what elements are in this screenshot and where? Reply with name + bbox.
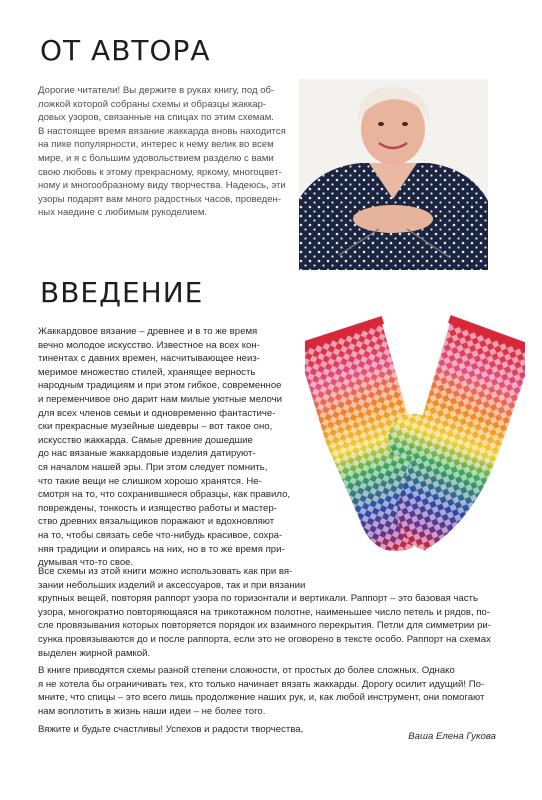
text-line: довых узоров, связанные на спицах по этим схемам. — [38, 112, 274, 124]
text-line: до нас вязаные жаккардовые изделия датируют- — [38, 448, 256, 460]
text-line: мните, что спицы – это всего лишь продолжение наших рук, и, как любой инструмент, они помогают — [38, 692, 485, 704]
text-line: повреждены, тонкость и изящество работы и мастер- — [38, 502, 277, 514]
text-line: ство древних вязальщиков поражают и вдохновляют — [38, 516, 275, 528]
text-line: вечно молодое искусство. Известное на всех кон- — [38, 339, 260, 351]
author-heading: ОТ АВТОРА — [40, 34, 211, 67]
author-signature: Ваша Елена Гукова — [408, 731, 496, 742]
text-line: крупных вещей, повторяя раппорт узора по горизонтали и вертикали. Раппорт – это базовая часть — [38, 593, 478, 605]
author-paragraph — [38, 84, 296, 220]
text-line: тинентах с давних времен, насчитывающее неиз- — [38, 353, 260, 365]
text-line: зании небольших изделий и аксессуаров, так и при вязании — [38, 579, 306, 591]
text-line: меримое множество стилей, хранящее верность — [38, 366, 256, 378]
text-line: выделен жирной рамкой. — [38, 647, 151, 659]
text-line: сле провязывания которых повторяется порядок их взаимного перекрытия. Петли для симметрии ри- — [38, 620, 491, 632]
text-line: Все схемы из этой книги можно использовать как при вя- — [38, 566, 293, 577]
mittens-illustration — [305, 308, 525, 576]
text-line: народным традициям и при этом гибкое, современное — [38, 380, 282, 392]
text-line: на то, чтобы связать себе что-нибудь красивое, сохра- — [38, 529, 283, 541]
intro-paragraph — [38, 325, 298, 570]
text-line: сунка провязываются до и после раппорта, если это не оговорено в тексте особо. Раппорт на схемах — [38, 633, 491, 645]
text-line: ложкой которой собраны схемы и образцы жаккар- — [38, 98, 267, 110]
text-line: узоры подарят вам много радостных часов, проведен- — [38, 193, 282, 205]
closing-paragraphs — [38, 565, 504, 736]
jacquard-mittens-image — [305, 308, 525, 576]
text-line: ся началом нашей эры. При этом следует помнить, — [38, 461, 268, 473]
text-line: на пике популярности, интерес к нему велик во всем — [38, 139, 274, 151]
text-line: В книге приводятся схемы разной степени сложности, от простых до более сложных. Однако — [38, 665, 455, 677]
text-line: я не хотела бы ограничивать тех, кто только начинает вязать жаккарды. Дорогу осилит идущий! По- — [38, 678, 485, 690]
closing-paragraph — [38, 565, 504, 660]
author-photo — [299, 79, 488, 270]
text-line: свою любовь к этому прекрасному, яркому, многоцвет- — [38, 166, 282, 178]
text-line: что такие вещи не слишком хорошо хранятся. Не- — [38, 475, 262, 487]
text-line: няя традиции и опираясь на них, но в то же время при- — [38, 543, 285, 555]
author-portrait-image — [299, 79, 488, 270]
text-line: искусство жаккарда. Самые древние дошедшие — [38, 434, 253, 446]
closing-paragraph — [38, 664, 504, 718]
text-line: смотря на то, что сохранившиеся образцы, как правило, — [38, 489, 291, 501]
text-line: ному и многообразному виду творчества. Надеюсь, эти — [38, 180, 286, 192]
text-line: ски прекрасные музейные шедевры – вот такое оно, — [38, 421, 273, 433]
text-line: Дорогие читатели! Вы держите в руках книгу, под об- — [38, 85, 275, 96]
text-line: думывая что-то свое. — [38, 557, 134, 569]
text-line: и переменчивое оно дарит нам милые уютные мелочи — [38, 393, 282, 405]
text-line: мире, и я с большим удовольствием разделю с вами — [38, 152, 274, 164]
text-line: узора, многократно повторяющаяся на трикотажном полотне, наименьшее число петель и рядов, по- — [38, 606, 491, 618]
text-line: В настоящее время вязание жаккарда вновь находится — [38, 125, 286, 137]
text-line: для всех членов семьи и одновременно фантастиче- — [38, 407, 276, 419]
intro-heading: ВВЕДЕНИЕ — [40, 276, 204, 309]
text-line: нам воплотить в жизнь наши идеи – не более того. — [38, 705, 266, 717]
text-line: ных наедине с любимым рукоделием. — [38, 207, 208, 219]
text-line: Жаккардовое вязание – древнее и в то же время — [38, 326, 258, 337]
text-line: Вяжите и будьте счастливы! Успехов и радости творчества, — [38, 723, 304, 735]
